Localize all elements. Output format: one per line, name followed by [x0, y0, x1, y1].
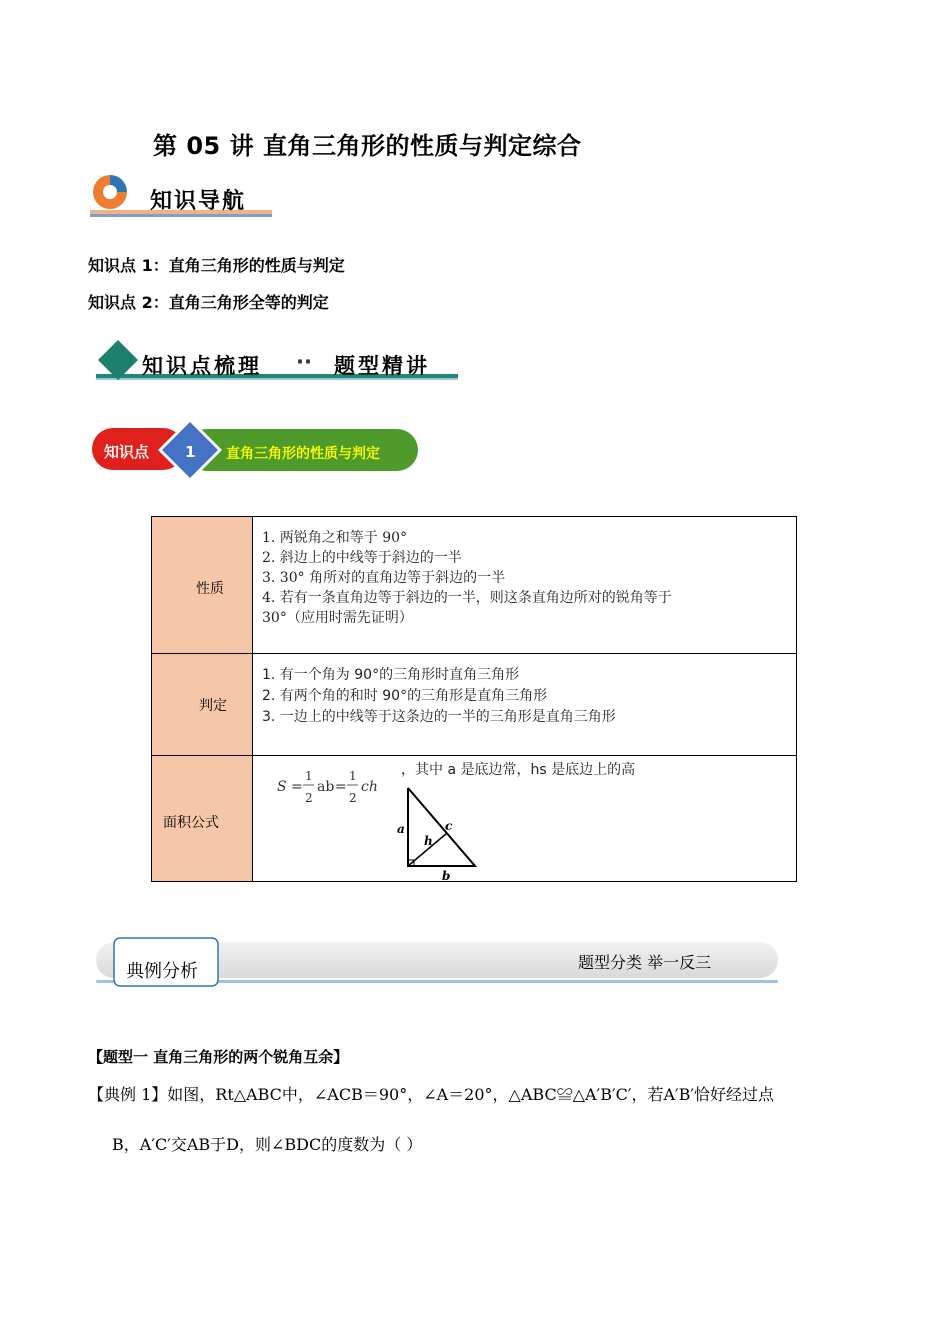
- kp-badge-title: 直角三角形的性质与判定: [226, 446, 380, 462]
- table-row: [152, 756, 797, 882]
- list-item: 2. 斜边上的中线等于斜边的一半: [262, 550, 462, 566]
- formula-two-1: 2: [305, 791, 313, 805]
- formula-ab: ab: [317, 779, 335, 795]
- example-bar-label: 典例分析: [126, 961, 198, 982]
- list-item: 1. 有一个角为 90°的三角形时直角三角形: [262, 667, 520, 683]
- table-row: [152, 654, 797, 756]
- table-label: 判定: [199, 698, 227, 714]
- table-label-cell: [152, 756, 253, 882]
- formula-ch: ch: [361, 779, 378, 795]
- nav-banner-label: 知识导航: [150, 188, 247, 214]
- sort-banner-dots: ··: [296, 350, 312, 374]
- example-1-line-2: B，A′C′交AB于D，则∠BDC的度数为（ ）: [112, 1135, 423, 1154]
- knowledge-point-1: 知识点 1：直角三角形的性质与判定: [88, 256, 345, 275]
- figure-label-h: h: [424, 834, 433, 848]
- area-formula-note: ，其中 a 是底边常，hs 是底边上的高: [401, 762, 636, 778]
- table-label-cell: [152, 517, 253, 654]
- page-title: 第 05 讲 直角三角形的性质与判定综合: [153, 132, 582, 160]
- formula-eq-2: =: [335, 779, 347, 795]
- figure-label-a: a: [397, 822, 405, 836]
- table-content-cell: [253, 517, 797, 654]
- table-label: 面积公式: [163, 815, 219, 831]
- type-heading: 【题型一 直角三角形的两个锐角互余】: [88, 1048, 349, 1066]
- list-item: 1. 两锐角之和等于 90°: [262, 530, 408, 546]
- sort-banner-label1: 知识点梳理: [142, 353, 262, 378]
- kp-badge-number: 1: [185, 443, 196, 461]
- formula-half-1: 1: [305, 769, 313, 783]
- table-label: 性质: [196, 581, 224, 597]
- formula-eq: =: [291, 779, 303, 795]
- list-item: 4. 若有一条直角边等于斜边的一半，则这条直角边所对的锐角等于: [262, 590, 672, 606]
- table-content-cell: [253, 756, 797, 882]
- knowledge-table: [151, 516, 797, 882]
- example-bar-right-text: 题型分类 举一反三: [578, 953, 712, 972]
- right-triangle-figure: [408, 788, 475, 866]
- list-item: 3. 一边上的中线等于这条边的一半的三角形是直角三角形: [262, 709, 616, 725]
- sort-banner-label2: 题型精讲: [334, 353, 430, 378]
- table-label-cell: [152, 654, 253, 756]
- figure-label-b: b: [442, 869, 451, 880]
- example-1-line-1: 【典例 1】如图，Rt△ABC中，∠ACB＝90°，∠A＝20°，△ABC≌△A′B′C′，若A′B′恰好经过点: [88, 1085, 775, 1104]
- list-item: 2. 有两个角的和时 90°的三角形是直角三角形: [262, 688, 548, 704]
- list-item: 30°（应用时需先证明）: [262, 610, 413, 626]
- figure-label-c: c: [445, 819, 453, 833]
- table-row: [152, 517, 797, 654]
- kp-badge-tag: 知识点: [104, 443, 150, 461]
- formula-half-2: 1: [349, 769, 357, 783]
- formula-s: S: [277, 779, 287, 795]
- knowledge-point-2: 知识点 2：直角三角形全等的判定: [88, 293, 329, 312]
- table-content-cell: [253, 654, 797, 756]
- list-item: 3. 30° 角所对的直角边等于斜边的一半: [262, 570, 506, 586]
- formula-two-2: 2: [349, 791, 357, 805]
